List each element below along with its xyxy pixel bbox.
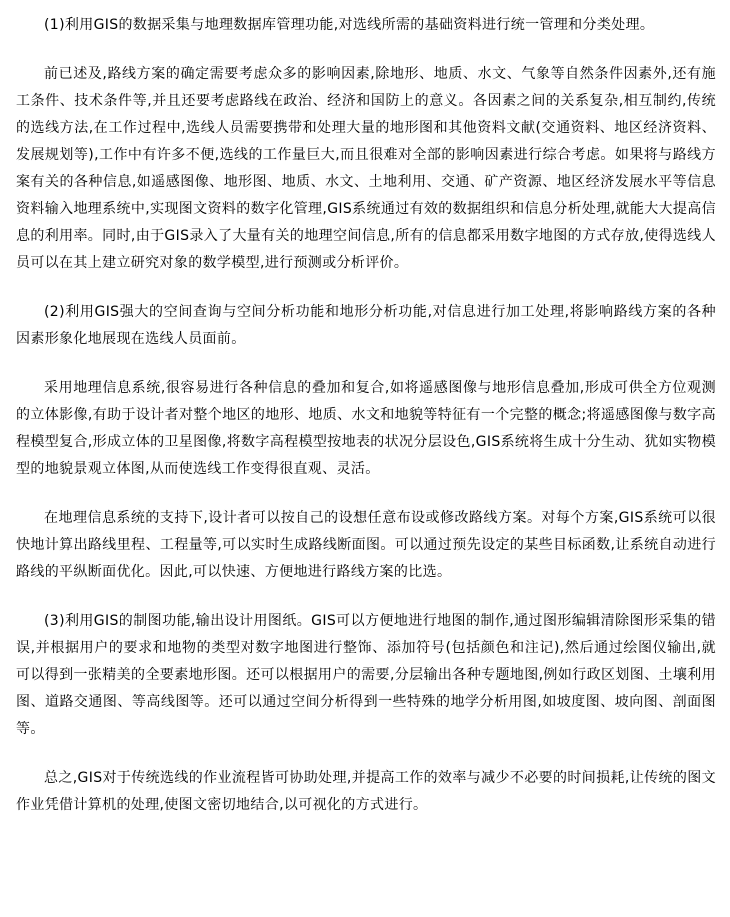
paragraph-route-factors: 前已述及,路线方案的确定需要考虑众多的影响因素,除地形、地质、水文、气象等自然条件因素外,还有施工条件、技术条件等,并且还要考虑路线在政治、经济和国防上的意义。各因素之间的关系复杂,相互制约,传统的选线方法,在工作过程中,选线人员需要携带和处理大量的地形图和其他资料文献(交通资料、地区经济资料、发展规划等),工作中有许多不便,选线的工作量巨大,而且很难对全部的影响因素进行综合考虑。如果将与路线方案有关的各种信息,如遥感图像、地形图、地质、水文、土地利用、交通、矿产资源、地区经济发展水平等信息资料输入地理系统中,实现图文资料的数字化管理,GIS系统通过有效的数据组织和信息分析处理,就能大大提高信息的利用率。同时,由于GIS录入了大量有关的地理空间信息,所有的信息都采用数字地图的方式存放,使得选线人员可以在其上建立研究对象的数学模型,进行预测或分析评价。 [16,66,716,271]
paragraph-overlay: 采用地理信息系统,很容易进行各种信息的叠加和复合,如将遥感图像与地形信息叠加,形成可供全方位观测的立体影像,有助于设计者对整个地区的地形、地质、水文和地貌等特征有一个完整的概念;将遥感图像与数字高程模型复合,形成立体的卫星图像,将数字高程模型按地表的状况分层设色,GIS系统将生成十分生动、犹如实物模型的地貌景观立体图,从而使选线工作变得很直观、灵活。 [16,380,716,477]
paragraph-summary: 总之,GIS对于传统选线的作业流程皆可协助处理,并提高工作的效率与减少不必要的时间损耗,让传统的图文作业凭借计算机的处理,使图文密切地结合,以可视化的方式进行。 [16,770,716,813]
paragraph-spatial-analysis: (2)利用GIS强大的空间查询与空间分析功能和地形分析功能,对信息进行加工处理,将影响路线方案的各种因素形象化地展现在选线人员面前。 [16,304,716,347]
article-body [16,12,716,841]
paragraph-gis-database: (1)利用GIS的数据采集与地理数据库管理功能,对选线所需的基础资料进行统一管理和分类处理。 [44,17,655,33]
paragraph-mapping: (3)利用GIS的制图功能,输出设计用图纸。GIS可以方便地进行地图的制作,通过图形编辑清除图形采集的错误,并根据用户的要求和地物的类型对数字地图进行整饰、添加符号(包括颜色和注记),然后通过绘图仪输出,就可以得到一张精美的全要素地形图。还可以根据用户的需要,分层输出各种专题地图,例如行政区划图、土壤利用图、道路交通图、等高线图等。还可以通过空间分析得到一些特殊的地学分析用图,如坡度图、坡向图、剖面图等。 [16,613,716,737]
paragraph-route-design: 在地理信息系统的支持下,设计者可以按自己的设想任意布设或修改路线方案。对每个方案,GIS系统可以很快地计算出路线里程、工程量等,可以实时生成路线断面图。可以通过预先设定的某些目标函数,让系统自动进行路线的平纵断面优化。因此,可以快速、方便地进行路线方案的比选。 [16,510,716,580]
